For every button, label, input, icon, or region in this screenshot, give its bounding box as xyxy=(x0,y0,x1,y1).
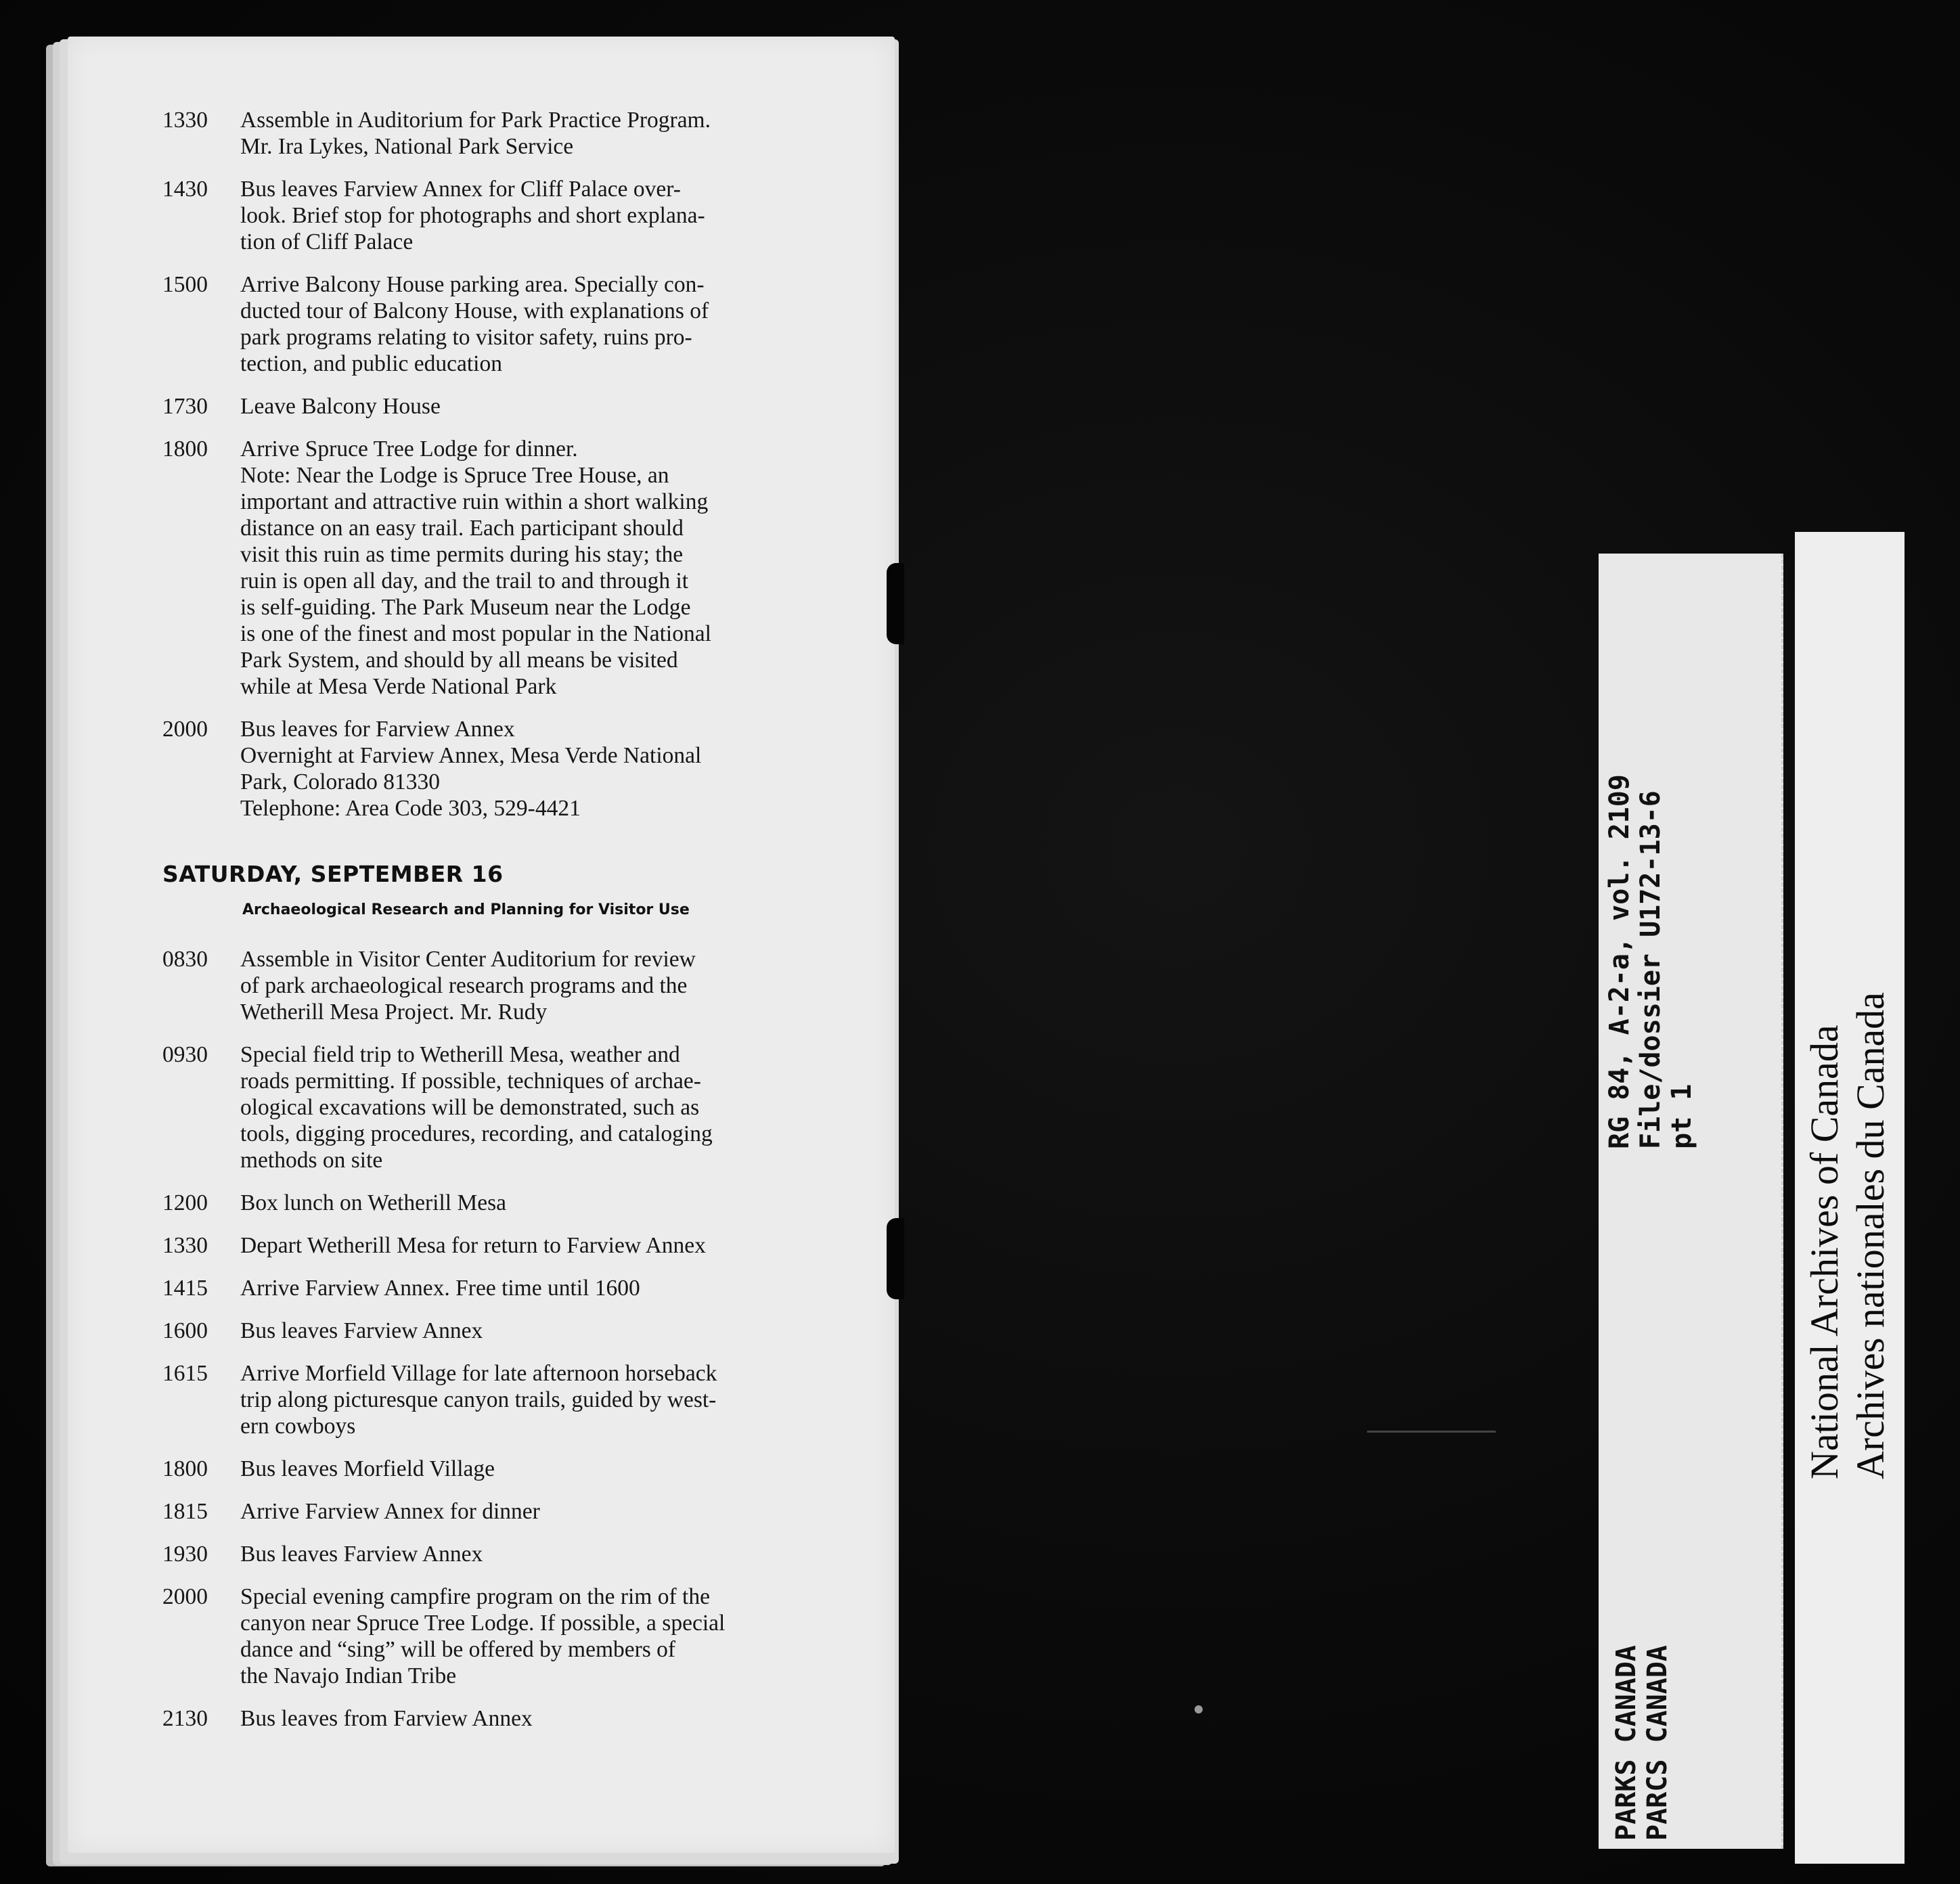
entry-text-line: Arrive Farview Annex for dinner xyxy=(240,1499,540,1524)
entry-text-line: methods on site xyxy=(240,1148,383,1173)
entry-text-line: tools, digging procedures, recording, and cataloging xyxy=(240,1121,713,1146)
entry-text-line: tection, and public education xyxy=(240,351,502,376)
day-heading: SATURDAY, SEPTEMBER 16 xyxy=(162,861,504,887)
entry-text-line: Bus leaves Farview Annex xyxy=(240,1318,483,1343)
schedule-entry xyxy=(162,1318,822,1344)
entry-text-line: Bus leaves for Farview Annex xyxy=(240,717,515,742)
schedule-entry xyxy=(162,393,822,420)
entry-text-line: Bus leaves Morfield Village xyxy=(240,1456,495,1481)
schedule-entry xyxy=(162,716,822,822)
entry-text-line: look. Brief stop for photographs and short explana- xyxy=(240,203,705,228)
schedule xyxy=(162,107,822,1748)
entry-time: 1200 xyxy=(162,1190,208,1215)
entry-text-line: park programs relating to visitor safety, ruins pro- xyxy=(240,325,692,350)
entry-time: 1615 xyxy=(162,1361,208,1386)
entry-text-line: important and attractive ruin within a short walking xyxy=(240,489,709,514)
entry-text-line: Depart Wetherill Mesa for return to Farview Annex xyxy=(240,1233,706,1258)
entry-time: 0930 xyxy=(162,1042,208,1067)
entry-text-line: Mr. Ira Lykes, National Park Service xyxy=(240,134,574,159)
schedule-saturday-block xyxy=(162,946,822,1732)
archives-label xyxy=(1795,532,1905,1864)
archives-line-1: National Archives of Canada xyxy=(1802,1025,1846,1479)
entry-time: 1815 xyxy=(162,1499,208,1524)
entry-text-line: Box lunch on Wetherill Mesa xyxy=(240,1190,507,1215)
schedule-entry xyxy=(162,1275,822,1301)
entry-text-line: ducted tour of Balcony House, with explanations of xyxy=(240,298,709,323)
entry-text-line: while at Mesa Verde National Park xyxy=(240,674,557,699)
entry-text-line: Park System, and should by all means be visited xyxy=(240,648,678,673)
entry-text-line: canyon near Spruce Tree Lodge. If possible, a special xyxy=(240,1611,726,1636)
entry-text-line: Assemble in Visitor Center Auditorium for review xyxy=(240,947,696,972)
parks-canada-line-1: PARKS CANADA xyxy=(1611,1645,1642,1841)
reference-text xyxy=(1604,774,1697,1149)
entry-text-line: ern cowboys xyxy=(240,1414,356,1439)
entry-text-line: Wetherill Mesa Project. Mr. Rudy xyxy=(240,1000,548,1025)
entry-text-line: ruin is open all day, and the trail to and through it xyxy=(240,568,689,593)
schedule-entry xyxy=(162,1190,822,1216)
entry-text-line: Special field trip to Wetherill Mesa, weather and xyxy=(240,1042,680,1067)
entry-time: 1930 xyxy=(162,1542,208,1567)
entry-time: 1500 xyxy=(162,272,208,297)
schedule-entry xyxy=(162,436,822,700)
entry-time: 1430 xyxy=(162,177,208,202)
schedule-entry xyxy=(162,1584,822,1689)
entry-text-line: Note: Near the Lodge is Spruce Tree House, an xyxy=(240,463,669,488)
entry-text-line: Arrive Balcony House parking area. Specially con- xyxy=(240,272,705,297)
entry-text-line: ological excavations will be demonstrated, such as xyxy=(240,1095,700,1120)
entry-text-line: Overnight at Farview Annex, Mesa Verde National xyxy=(240,743,702,768)
schedule-entry xyxy=(162,271,822,377)
schedule-entry xyxy=(162,176,822,255)
parks-canada-text xyxy=(1611,1645,1673,1841)
schedule-entry xyxy=(162,1498,822,1525)
entry-text-line: visit this ruin as time permits during his stay; the xyxy=(240,542,684,567)
entry-time: 2000 xyxy=(162,717,208,742)
schedule-before-block xyxy=(162,107,822,822)
schedule-entry xyxy=(162,1041,822,1173)
archives-text xyxy=(1802,992,1894,1479)
entry-text-line: is self-guiding. The Park Museum near the Lodge xyxy=(240,595,691,620)
day-subheading: Archaeological Research and Planning for Visitor Use xyxy=(242,901,690,918)
reference-line-1: RG 84, A-2-a, vol. 2109 xyxy=(1604,774,1635,1149)
entry-time: 1415 xyxy=(162,1276,208,1301)
scan-artifact-line xyxy=(1367,1431,1496,1433)
schedule-entry xyxy=(162,946,822,1025)
binding-notch xyxy=(887,563,904,644)
reference-label xyxy=(1599,554,1783,1849)
entry-text-line: Arrive Spruce Tree Lodge for dinner. xyxy=(240,436,578,462)
schedule-entry xyxy=(162,1705,822,1732)
schedule-entry xyxy=(162,1541,822,1567)
schedule-entry xyxy=(162,1232,822,1259)
entry-text-line: Bus leaves Farview Annex for Cliff Palace over- xyxy=(240,177,681,202)
reference-line-2: File/dossier U172-13-6 xyxy=(1635,790,1666,1149)
entry-text-line: trip along picturesque canyon trails, guided by west- xyxy=(240,1387,717,1412)
entry-time: 1330 xyxy=(162,1233,208,1258)
entry-text-line: Bus leaves from Farview Annex xyxy=(240,1706,533,1731)
entry-text-line: Special evening campfire program on the rim of the xyxy=(240,1584,710,1609)
entry-time: 1800 xyxy=(162,1456,208,1481)
entry-time: 1730 xyxy=(162,394,208,419)
entry-text-line: of park archaeological research programs and the xyxy=(240,973,688,998)
schedule-entry xyxy=(162,1456,822,1482)
entry-time: 2130 xyxy=(162,1706,208,1731)
entry-time: 1330 xyxy=(162,108,208,133)
entry-text-line: is one of the finest and most popular in the National xyxy=(240,621,711,646)
entry-text-line: roads permitting. If possible, techniques of archae- xyxy=(240,1069,701,1094)
schedule-entry xyxy=(162,107,822,160)
entry-time: 2000 xyxy=(162,1584,208,1609)
entry-text-line: Telephone: Area Code 303, 529-4421 xyxy=(240,796,581,821)
entry-text-line: Park, Colorado 81330 xyxy=(240,769,440,794)
entry-text-line: dance and “sing” will be offered by members of xyxy=(240,1637,676,1662)
parks-canada-line-2: PARCS CANADA xyxy=(1642,1645,1673,1841)
dust-speck xyxy=(1195,1705,1203,1713)
entry-text-line: tion of Cliff Palace xyxy=(240,229,414,254)
entry-text-line: Assemble in Auditorium for Park Practice Program. xyxy=(240,108,711,133)
entry-time: 1800 xyxy=(162,436,208,462)
entry-time: 1600 xyxy=(162,1318,208,1343)
entry-text-line: Arrive Farview Annex. Free time until 1600 xyxy=(240,1276,640,1301)
entry-text-line: the Navajo Indian Tribe xyxy=(240,1663,457,1688)
schedule-entry xyxy=(162,1360,822,1439)
entry-text-line: Leave Balcony House xyxy=(240,394,441,419)
reference-line-3: pt 1 xyxy=(1666,1083,1697,1149)
binding-notch xyxy=(887,1218,904,1299)
entry-text-line: Bus leaves Farview Annex xyxy=(240,1542,483,1567)
entry-time: 0830 xyxy=(162,947,208,972)
entry-text-line: distance on an easy trail. Each participant should xyxy=(240,516,684,541)
archives-line-2: Archives nationales du Canada xyxy=(1848,992,1892,1479)
entry-text-line: Arrive Morfield Village for late afternoon horseback xyxy=(240,1361,717,1386)
